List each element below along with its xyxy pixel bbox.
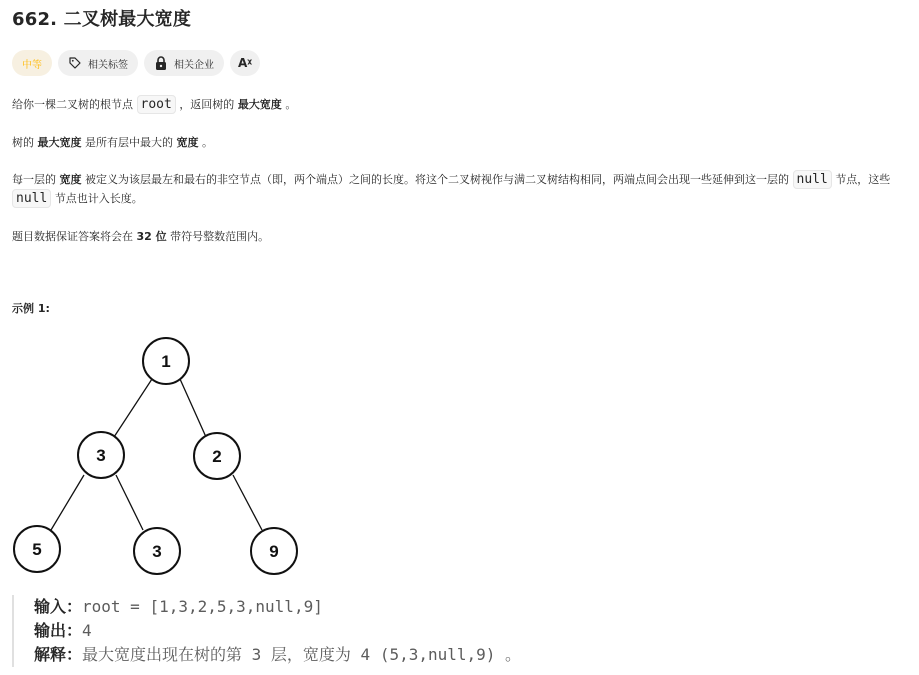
tree-edge xyxy=(180,379,206,437)
related-companies-label: 相关企业 xyxy=(174,59,214,71)
tree-nodes xyxy=(14,338,297,574)
tree-node-label: 2 xyxy=(212,447,222,466)
related-companies-button[interactable] xyxy=(144,50,224,76)
related-tags-label: 相关标签 xyxy=(88,59,128,71)
tree-edge xyxy=(51,475,84,530)
tree-edge xyxy=(116,475,143,530)
explanation-line xyxy=(34,643,521,667)
related-tags-button[interactable] xyxy=(58,50,138,76)
tree-node-label: 1 xyxy=(161,352,171,371)
input-label: 输入： xyxy=(34,597,83,616)
inline-code-null: null xyxy=(12,189,51,208)
example-tree-image xyxy=(0,325,320,580)
input-value: root = [1,3,2,5,3,null,9] xyxy=(82,597,323,616)
tree-edge xyxy=(114,379,152,437)
problem-title: 662. 二叉树最大宽度 xyxy=(12,9,192,30)
output-value: 4 xyxy=(82,621,92,640)
example-title: 示例 1: xyxy=(12,302,50,315)
lock-icon xyxy=(154,56,168,70)
description-paragraph-2: 树的 最大宽度 是所有层中最大的 宽度 。 xyxy=(12,136,213,149)
tag-icon xyxy=(68,56,82,70)
translate-button[interactable] xyxy=(230,50,260,76)
tree-node-label: 3 xyxy=(96,446,106,465)
description-paragraph-4: 题目数据保证答案将会在 32 位 带符号整数范围内。 xyxy=(12,230,270,243)
bold-term: 宽度 xyxy=(176,136,199,149)
explanation-label: 解释： xyxy=(34,645,83,664)
description-paragraph-1: 给你一棵二叉树的根节点 root ，返回树的 最大宽度 。 xyxy=(12,97,297,112)
tag-bar xyxy=(12,50,260,76)
example-code-block xyxy=(12,595,521,667)
inline-code-root: root xyxy=(137,95,176,114)
tree-node-label: 9 xyxy=(269,542,279,561)
bold-term: 最大宽度 xyxy=(37,136,82,149)
inline-code-null: null xyxy=(793,170,832,189)
output-line xyxy=(34,619,521,643)
bold-term: 宽度 xyxy=(59,173,82,186)
tree-node-label: 3 xyxy=(152,542,162,561)
difficulty-badge xyxy=(12,50,52,76)
tree-edge xyxy=(233,475,262,530)
tree-node-label: 5 xyxy=(32,540,42,559)
translate-icon: Aᵡ xyxy=(238,56,253,70)
description-paragraph-3: 每一层的 宽度 被定义为该层最左和最右的非空节点（即，两个端点）之间的长度。将这个二叉树视作与满二叉树结构相同，两端点间会出现一些延伸到这一层的 null 节点，这些 null 节点也计入长度。 xyxy=(12,172,891,206)
input-line xyxy=(34,595,521,619)
bold-term: 最大宽度 xyxy=(237,98,282,111)
bold-term: 32 位 xyxy=(136,230,167,243)
explanation-value: 最大宽度出现在树的第 3 层，宽度为 4 (5,3,null,9) 。 xyxy=(82,645,522,664)
output-label: 输出： xyxy=(34,621,83,640)
difficulty-label: 中等 xyxy=(22,59,42,71)
